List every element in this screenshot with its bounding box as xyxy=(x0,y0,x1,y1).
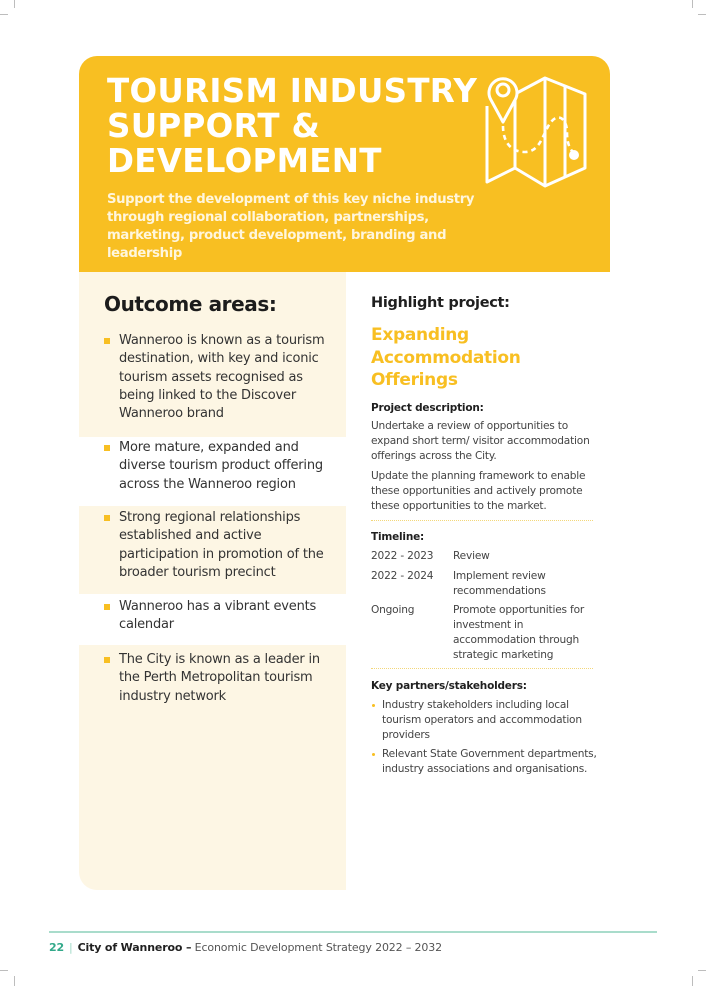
highlight-project-label: Highlight project: xyxy=(371,295,510,311)
dot-bullet-icon xyxy=(372,753,375,756)
outcome-item: The City is known as a leader in the Perth Metropolitan tourism industry network xyxy=(104,651,340,706)
square-bullet-icon xyxy=(104,338,110,344)
project-description-paragraph: Undertake a review of opportunities to expand short term/ visitor accommodation offerings across the City. xyxy=(371,420,590,462)
square-bullet-icon xyxy=(104,445,110,451)
outcome-areas-heading: Outcome areas: xyxy=(104,292,277,316)
square-bullet-icon xyxy=(104,657,110,663)
crop-mark xyxy=(0,14,8,15)
section-header xyxy=(79,56,610,272)
crop-mark xyxy=(0,970,8,971)
outcome-item: Wanneroo has a vibrant events calendar xyxy=(104,598,340,635)
crop-mark xyxy=(698,970,706,971)
outcome-item: More mature, expanded and diverse tourism product offering across the Wanneroo region xyxy=(104,439,340,494)
title-line: Offerings xyxy=(371,370,458,390)
section-title xyxy=(107,74,487,179)
title-line: Expanding xyxy=(371,325,469,345)
timeline-activity: Promote opportunities for investment in accommodation through strategic marketing xyxy=(453,604,585,661)
project-description-paragraph: Update the planning framework to enable these opportunities and actively promote these opportunities to the market. xyxy=(371,470,586,512)
title-line: DEVELOPMENT xyxy=(107,142,382,180)
outcome-item: Strong regional relationships established and active participation in promotion of the broader tourism precinct xyxy=(104,509,340,582)
title-line: SUPPORT & xyxy=(107,107,321,145)
outcome-item: Wanneroo is known as a tourism destination, with key and iconic tourism assets recognised as being linked to the Discover Wanneroo brand xyxy=(104,332,340,423)
timeline-label: Timeline: xyxy=(371,531,425,543)
page-footer xyxy=(49,941,442,954)
crop-mark xyxy=(692,0,693,8)
square-bullet-icon xyxy=(104,604,110,610)
partner-item: Relevant State Government departments, industry associations and organisations. xyxy=(371,747,606,777)
timeline-period: Ongoing xyxy=(371,604,415,616)
footer-document-title: Economic Development Strategy 2022 – 2032 xyxy=(194,941,442,954)
footer-separator: | xyxy=(69,941,73,954)
map-location-icon xyxy=(481,72,591,192)
partner-item: Industry stakeholders including local tourism operators and accommodation providers xyxy=(371,698,606,743)
divider xyxy=(371,668,593,669)
key-partners-label: Key partners/stakeholders: xyxy=(371,680,527,692)
section-subtitle: Support the development of this key niche industry through regional collaboration, partnerships, marketing, product development, branding and leadership xyxy=(107,192,475,261)
title-line: Accommodation xyxy=(371,347,521,368)
timeline-period: 2022 - 2024 xyxy=(371,570,434,582)
square-bullet-icon xyxy=(104,515,110,521)
crop-mark xyxy=(14,0,15,8)
crop-mark xyxy=(698,14,706,15)
highlight-project-title xyxy=(371,324,591,392)
crop-mark xyxy=(692,976,693,986)
timeline-activity: Implement review recommendations xyxy=(453,570,546,597)
title-line: TOURISM INDUSTRY xyxy=(107,72,478,110)
crop-mark xyxy=(14,976,15,986)
page-number: 22 xyxy=(49,941,65,954)
footer-organisation: City of Wanneroo – xyxy=(77,941,192,954)
dot-bullet-icon xyxy=(372,704,375,707)
timeline-activity: Review xyxy=(453,550,490,562)
project-description-label: Project description: xyxy=(371,402,484,414)
divider xyxy=(371,520,593,521)
footer-divider xyxy=(49,931,657,933)
timeline-period: 2022 - 2023 xyxy=(371,550,434,562)
